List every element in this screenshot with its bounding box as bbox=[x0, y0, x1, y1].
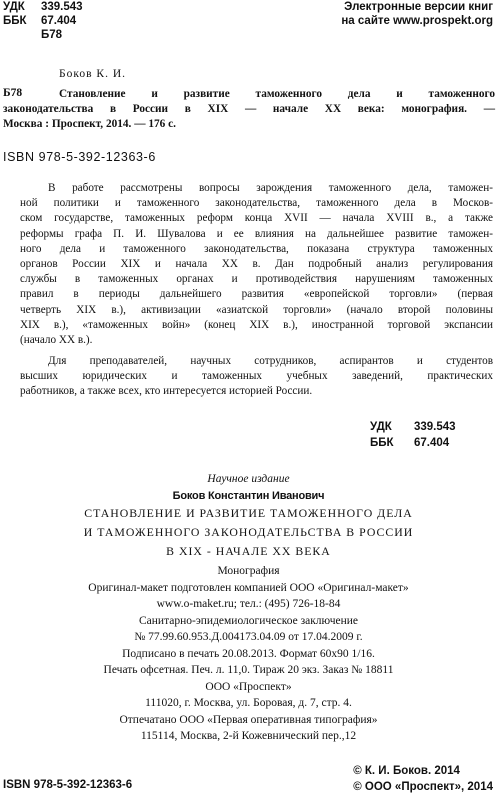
copyright-publisher: © ООО «Проспект», 2014 bbox=[353, 781, 493, 793]
audience bbox=[20, 354, 493, 400]
title-line-1: СТАНОВЛЕНИЕ И РАЗВИТИЕ ТАМОЖЕННОГО ДЕЛА bbox=[84, 506, 413, 520]
abstract-line: ском государстве, таможенных реформ конца XVII — начала XVIII в., а также bbox=[20, 212, 493, 225]
abstract-line: службы в таможенных органах и противодействия нарушениям таможенных bbox=[20, 273, 493, 286]
bbk-label-right: ББК bbox=[370, 437, 394, 449]
audience-line: высших юридических и таможенных учебных заведений, практических bbox=[20, 370, 493, 383]
title-line-2: И ТАМОЖЕННОГО ЗАКОНОДАТЕЛЬСТВА В РОССИИ bbox=[83, 525, 414, 539]
bbk-value-right: 67.404 bbox=[414, 437, 450, 449]
sanitary: Санитарно-эпидемиологическое заключение bbox=[138, 614, 358, 627]
catalog-mark: Б78 bbox=[3, 87, 23, 99]
abstract-line: четверть XIX в.), активизации «азиатской торговли» (начало второй половины bbox=[20, 303, 493, 316]
abstract-line: ного дела и таможенного законодательства, показана структура таможенных bbox=[20, 242, 493, 255]
catalog-line-1: Становление и развитие таможенного дела и таможенного bbox=[59, 88, 495, 100]
bbk-label: ББК bbox=[3, 15, 27, 27]
ebook-line-1: Электронные версии книг bbox=[344, 1, 493, 13]
print-info: Печать офсетная. Печ. л. 11,0. Тираж 20 экз. Заказ № 18811 bbox=[103, 664, 394, 676]
udk-label-right: УДК bbox=[370, 421, 392, 433]
abstract bbox=[20, 181, 493, 348]
printed-by: Отпечатано ООО «Первая оперативная типография» bbox=[119, 713, 378, 726]
author-full: Боков Константин Иванович bbox=[172, 489, 325, 502]
imprint bbox=[0, 471, 497, 745]
catalog-line-2: законодательства в России в XIX — начале XX века: монография. — bbox=[3, 103, 495, 115]
edition-type: Научное издание bbox=[207, 473, 290, 485]
abstract-line: (начало XX в.). bbox=[20, 333, 93, 346]
title-line-3: В XIX - НАЧАЛЕ XX ВЕКА bbox=[166, 544, 331, 558]
abstract-line: XIX в.), «таможенных войн» (конец XIX в.), иностранной торговой экспансии bbox=[20, 318, 493, 331]
bbk-value: 67.404 bbox=[41, 15, 77, 27]
publisher-address: 111020, г. Москва, ул. Боровая, д. 7, стр. 4. bbox=[145, 697, 352, 709]
sanitary-number: № 77.99.60.953.Д.004173.04.09 от 17.04.2009 г. bbox=[134, 631, 363, 643]
catalog-author: Боков К. И. bbox=[59, 68, 127, 80]
header-codes bbox=[3, 0, 83, 42]
layout-by: Оригинал-макет подготовлен компанией ООО «Оригинал-макет» bbox=[88, 581, 409, 594]
udk-value: 339.543 bbox=[41, 1, 83, 13]
footer-copyright bbox=[353, 763, 493, 795]
layout-contacts: www.o-maket.ru; тел.: (495) 726-18-84 bbox=[156, 598, 341, 610]
genre: Монография bbox=[217, 565, 280, 577]
author-mark: Б78 bbox=[41, 29, 63, 41]
udk-label: УДК bbox=[3, 1, 25, 13]
audience-line: Для преподавателей, научных сотрудников, аспирантов и студентов bbox=[48, 355, 493, 367]
udk-value-right: 339.543 bbox=[414, 421, 456, 433]
abstract-line: правил в периоды дальнейшего развития «европейской торговли» (первая bbox=[20, 288, 493, 301]
catalog-line-3: Москва : Проспект, 2014. — 176 с. bbox=[3, 118, 176, 130]
abstract-line: реформы графа П. И. Шувалова и ее влияния на дальнейшее развитие таможен- bbox=[20, 227, 493, 240]
abstract-line: ной политики и таможенного законодательства, таможенного дела в Москов- bbox=[20, 197, 493, 210]
signed-for-print: Подписано в печать 20.08.2013. Формат 60х90 1/16. bbox=[122, 647, 375, 660]
ebook-note bbox=[341, 0, 493, 28]
audience-line: работников, а также всех, кто интересуется историей России. bbox=[20, 385, 313, 398]
publisher: ООО «Проспект» bbox=[205, 680, 292, 693]
catalog-isbn: ISBN 978-5-392-12363-6 bbox=[3, 150, 156, 164]
footer-isbn: ISBN 978-5-392-12363-6 bbox=[3, 779, 133, 791]
codes-right bbox=[370, 419, 456, 451]
abstract-line: В работе рассмотрены вопросы зарождения таможенного дела, таможен- bbox=[48, 182, 493, 194]
abstract-line: органов России XIX и начала XX в. Дан подробный анализ регулирования bbox=[20, 257, 493, 270]
copyright-author: © К. И. Боков. 2014 bbox=[353, 765, 460, 777]
printer-address: 115114, Москва, 2-й Кожевнический пер.,12 bbox=[140, 730, 357, 742]
ebook-line-2: на сайте www.prospekt.org bbox=[341, 15, 493, 27]
